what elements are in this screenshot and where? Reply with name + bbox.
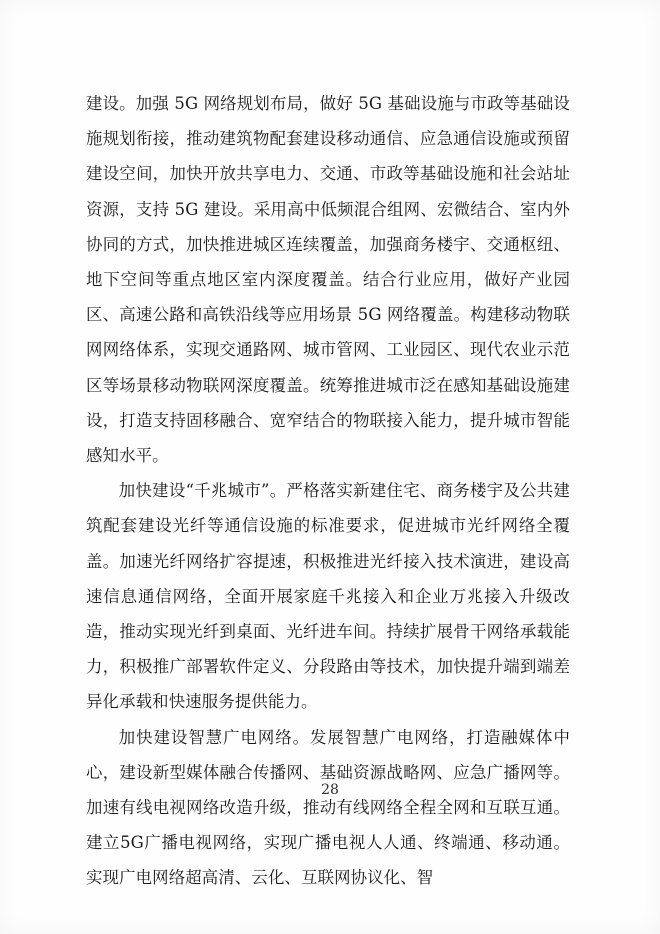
paragraph-1: 建设。加强 5G 网络规划布局，做好 5G 基础设施与市政等基础设施规划衔接，推动建筑物配套建设移动通信、应急通信设施或预留建设空间，加快开放共享电力、交通、市政等基础设施和社会站址资源，支持 5G 建设。采用高中低频混合组网、宏微结合、室内外协同的方式，加快推进城区连续覆盖，加强商务楼宇、交通枢纽、地下空间等重点地区室内深度覆盖。结合行业应用，做好产业园区、高速公路和高铁沿线等应用场景 5G 网络覆盖。构建移动物联网网络体系，实现交通路网、城市管网、工业园区、现代农业示范区等场景移动物联网深度覆盖。统筹推进城市泛在感知基础设施建设，打造支持固移融合、宽窄结合的物联接入能力，提升城市智能感知水平。 — [86, 94, 570, 466]
paragraph-3: 加快建设智慧广电网络。发展智慧广电网络，打造融媒体中心，建设新型媒体融合传播网、基础资源战略网、应急广播网等。加速有线电视网络改造升级，推动有线网络全程全网和互联互通。建立5G广播电视网络，实现广播电视人人通、终端通、移动通。实现广电网络超高清、云化、互联网协议化、智 — [86, 727, 570, 888]
page-body — [86, 86, 570, 896]
page-number: 28 — [321, 782, 339, 798]
paragraph-2: 加快建设“千兆城市”。严格落实新建住宅、商务楼宇及公共建筑配套建设光纤等通信设施的标准要求，促进城市光纤网络全覆盖。加速光纤网络扩容提速，积极推进光纤接入技术演进，建设高速信息通信网络，全面开展家庭千兆接入和企业万兆接入升级改造，推动实现光纤到桌面、光纤进车间。持续扩展骨干网络承载能力，积极推广部署软件定义、分段路由等技术，加快提升端到端差异化承载和快速服务提供能力。 — [86, 481, 570, 712]
